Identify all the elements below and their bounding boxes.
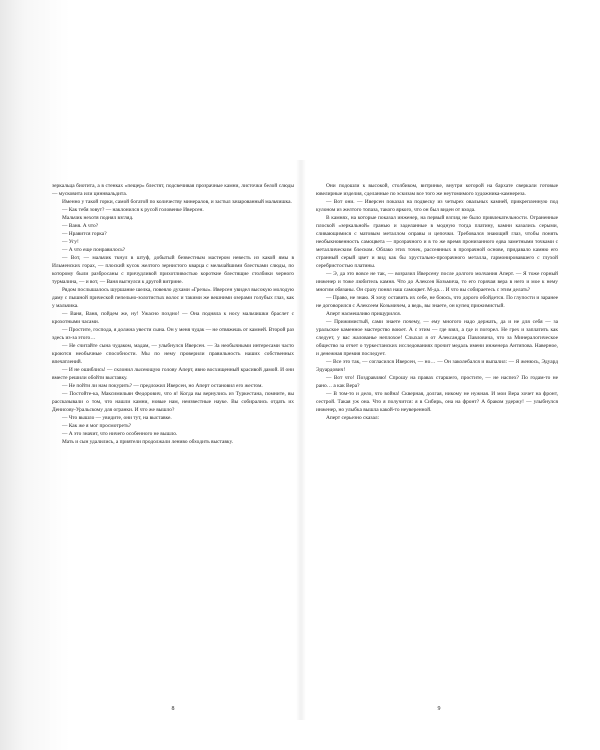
paragraph: — Постойте-ка, Максимильян Федорович, что я! Когда вы вернулись из Туркестана, помните, вы рассказывали о том, что нашли камни, новые нам, неизвестные науке. Вы собирались отдать их Денисову-Уральскому для огранки. И что же вышло? (52, 391, 294, 413)
paragraph: — Ваня, Ваня, пойдем же, ну! Ужасно поздно! — Она подняла к носу мальчишки браслет с крохотными часами. (52, 311, 294, 325)
paragraph: — Вот, — мальчик ткнул в штуф, добытый безвестным мастером невесть из какой ямы в Ильменских горах, — плоский кусок желтого зернистого кварца с мельчайшими блестками слюды, по которому были разбросаны с причудливой прихотливостью короткие блестящие столбики черного турмалина, — и вот, — Ваня выгнулся к другой витрине. (52, 255, 294, 285)
paragraph: Именно у такой горки, самой богатой по количеству минералов, и застыл зачарованный мальчишка. (62, 199, 292, 205)
paragraph: — А что еще понравилось? (62, 247, 126, 253)
paragraph: Мальчик нехотя поднял взгляд. (62, 215, 134, 221)
left-page-number: 8 (171, 706, 175, 712)
right-page-text (316, 182, 558, 422)
paragraph: — Как же я мог просмотреть? (62, 423, 132, 429)
paragraph: — В том-то и дело, что война! Скверная, долгая, никому не нужная. И мои Вера хочет на фронт, сестрой. Такая уж она. Что я получится: я в Сибирь, она на фронт? А браком удержу! — улыбнулся инженер, но улыбка вышла какой-то неуверенной. (316, 391, 558, 413)
paragraph: Аперт серьезно сказал: (326, 415, 380, 421)
paragraph: — И не ошиблись! — склонил лысеющую голову Аперт, явно восхищенный красивой дамой. И они вместе решили обойти выставку. (52, 367, 294, 381)
paragraph: Мать и сын удалились, а приятели продолжали лениво обходить выставку. (62, 439, 233, 445)
paragraph: — Нравится горка? (62, 231, 107, 237)
paragraph: — Угу! (62, 239, 79, 245)
paragraph: — Не пойти ли нам покурить? — предложил Иверсен, но Аперт остановил его жестом. (62, 383, 263, 389)
paragraph: Рядом послышалось шуршание шелка, повеяло духами «Грезы». Иверсен увидел высокую молодую даму с пышной прической пепельно-золотистых волос и такими же вешними озерами голубых глаз, как у мальчика. (52, 287, 294, 309)
left-page-text (52, 182, 294, 446)
paragraph: Аперт насмешливо прищурился. (326, 311, 402, 317)
paragraph: — Вот что! Поздравляю! Спрошу на правах старшего, простите, — не наспех? По годам-то не рано… а как Вера? (316, 375, 558, 389)
paragraph: — Ваня. А что? (62, 223, 99, 229)
paragraph: зеркальца биотита, а в стенках «пещер» блестят, подсвечивая прозрачные камни, листочки белой слюды — мусковита или циннвальдита. (52, 183, 294, 197)
paragraph: — Прижимистый, сами знаете почему, — ему многого надо держать, да и не для себя — за уральское каменное мастерство воюет. А с этим — где взял, а где и погорел. Не грех и заплатить как следует, у вас жалованье неплохое! Слыхал я от Александра Павловича, что за Минералогическое общество за отчет о туркестанских исследованиях прочит медаль имени инженера Антипова. Наверное, и денежная премия последует. (316, 319, 558, 357)
paragraph: — А это значит, что ничего особенного не вышло. (62, 431, 178, 437)
paragraph: — Как тебя зовут? — наклонился к русой головенке Иверсен. (62, 207, 204, 213)
paragraph: — Право, не знаю. Я хочу оставить их себе, не боюсь, что дорого обойдется. По глупости и заранее не договорился с Алексеем Козьмичем, а ведь, вы знаете, он купец прижимистый. (316, 295, 558, 309)
paragraph: — Все это так, — согласился Иверсен, — но… — Он заколебался и выпалил: — Я женюсь, Эдуард Эдуардович! (316, 359, 558, 373)
paragraph: — Вот они. — Иверсен показал на подвеску из четырех овальных камней, прикрепленную под кулоном из желтого топаза, такого яркого, что он был виден от входа. (316, 199, 558, 213)
right-page-number: 9 (437, 706, 441, 712)
paragraph: — Простите, господа, я должна увести сына. Он у меня чудак — не отвяжешь от камней. Второй раз здесь из-за этого… (52, 327, 294, 341)
paragraph: — Э, да это вовсе не так, — возразил Иверсену после долгого молчания Аперт. — Я тоже горный инженер и тоже любитель камня. Что до Алексея Козьмича, то его горячая вера в него и мое к нему многим обязаны. Он сразу понял наш самоцвет. М-да… И что вы собираетесь с этим делать? (316, 271, 558, 293)
paragraph: — Что вышло — увидите, они тут, на выставке. (62, 415, 172, 421)
paragraph: В камнях, на которые показал инженер, на первый взгляд не было привлекательности. Ограненные плоской «зеркальной» гранью и заделанные в модную тогда платину, камни казались серыми, сливающимися с матовым металлом оправы и цепочки. Требовался знающий глаз, чтобы понять необыкновенность самоцвета — прозрачного и в то же время пронизанного едва заметными точками с металлическим блеском. Облако этих точек, рассеянных в прозрачной основе, придавало камню его странный серый цвет и вид как бы хрустально-прозрачного металла, гармонировавшего с глухой серебристостью платины. (316, 215, 558, 269)
book-gutter (296, 160, 306, 720)
paragraph: Они подошли к высокой, столбиком, витринке, внутри которой на бархате сверкали готовые ювелирные изделия, сделанные по эскизам все того же неутомимого художника-камнереза. (316, 183, 558, 197)
paragraph: — Не считайте сына чудаком, мадам, — улыбнулся Иверсен. — За необычными интересами часто кроются необычные способности. Мы по нему проверили правильность наших собственных впечатлений. (52, 343, 294, 365)
